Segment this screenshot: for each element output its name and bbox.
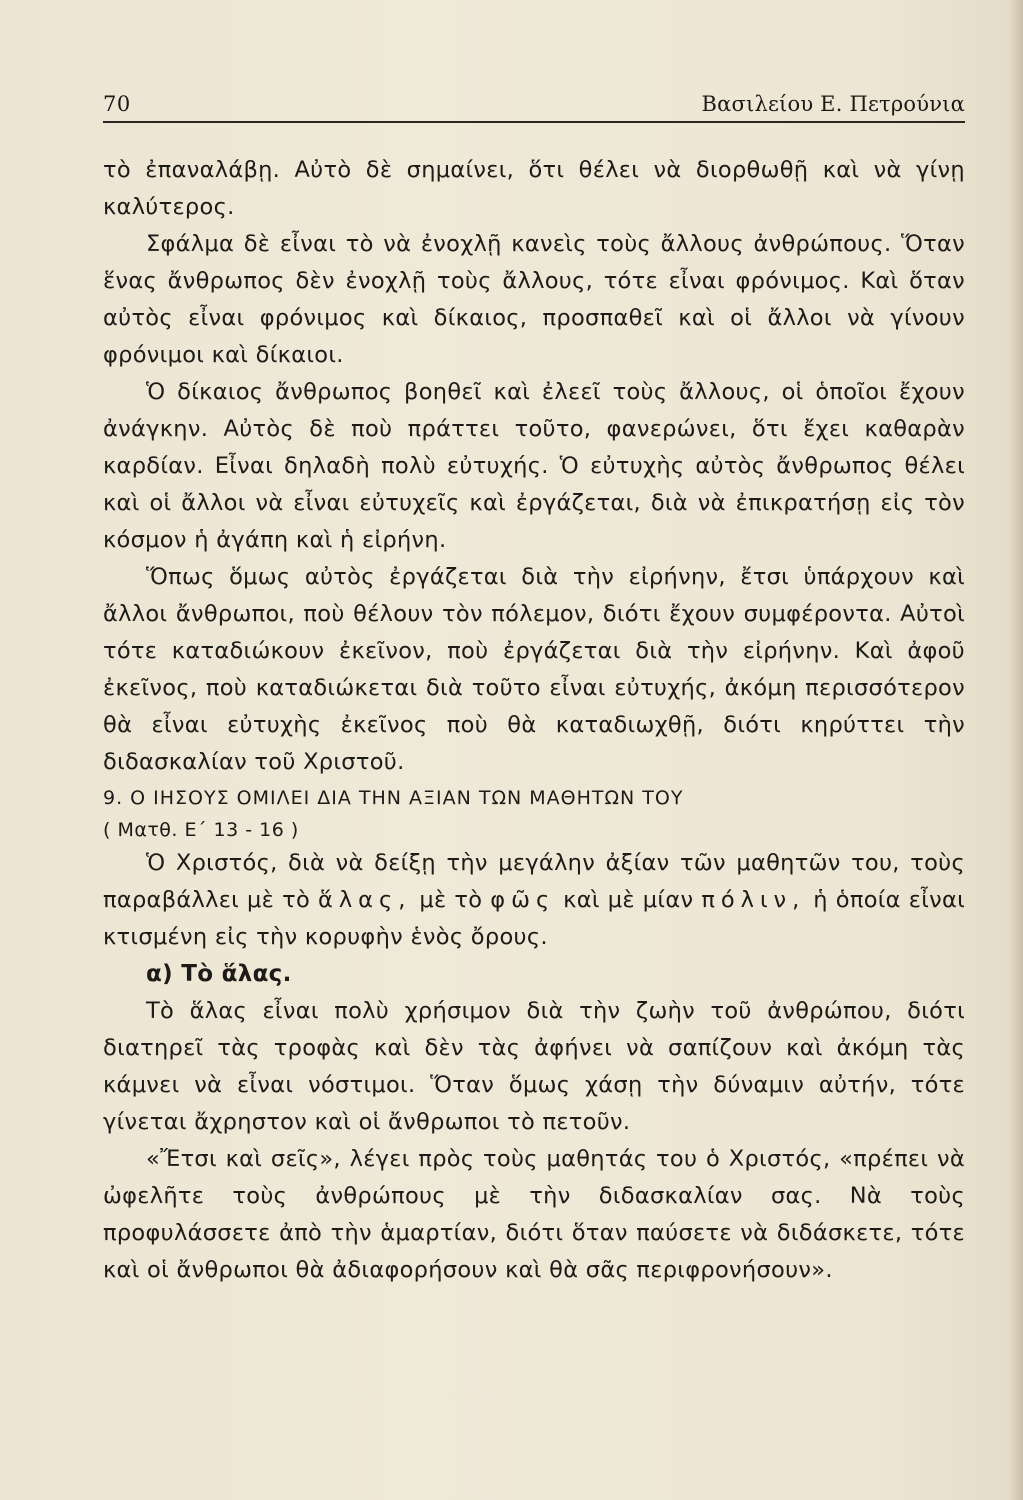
- page-edge-shadow: [1009, 0, 1023, 1500]
- body-text: [103, 152, 965, 1289]
- emphasis-salt: ἅλας,: [318, 887, 412, 913]
- paragraph-3: Ὁ δίκαιος ἄνθρωπος βοηθεῖ καὶ ἐλεεῖ τοὺς ἄλλους, οἱ ὁποῖοι ἔχουν ἀνάγκην. Αὐτὸς δὲ ποὺ πράττει τοῦτο, φανερώνει, ὅτι ἔχει καθαρὰν καρδίαν. Εἶναι δηλαδὴ πολὺ εὐτυχής. Ὁ εὐτυχὴς αὐτὸς ἄνθρωπος θέλει καὶ οἱ ἄλλοι νὰ εἶναι εὐτυχεῖς καὶ ἐργάζεται, διὰ νὰ ἐπικρατήσῃ εἰς τὸν κόσμον ἡ ἀγάπη καὶ ἡ εἰρήνη.: [103, 379, 965, 553]
- header-rule: [103, 121, 965, 123]
- paragraph-5-part-g: ἡ ὁποία εἶναι κτισμένη εἰς τὴν κορυφὴν ἑνὸς ὄρους.: [103, 887, 966, 950]
- paragraph-2: Σφάλμα δὲ εἶναι τὸ νὰ ἐνοχλῇ κανεὶς τοὺς ἄλλους ἀνθρώπους. Ὅταν ἕνας ἄνθρωπος δὲν ἐνοχλῇ τοὺς ἄλλους, τότε εἶναι φρόνιμος. Καὶ ὅταν αὐτὸς εἶναι φρόνιμος καὶ δίκαιος, προσπαθεῖ καὶ οἱ ἄλλοι νὰ γίνουν φρόνιμοι καὶ δίκαιοι.: [103, 231, 965, 368]
- paragraph-7: «Ἔτσι καὶ σεῖς», λέγει πρὸς τοὺς μαθητάς του ὁ Χριστός, «πρέπει νὰ ὠφελῆτε τοὺς ἀνθρώπους μὲ τὴν διδασκαλίαν σας. Νὰ τοὺς προφυλάσσετε ἀπὸ τὴν ἁμαρτίαν, διότι ὅταν παύσετε νὰ διδάσκετε, τότε καὶ οἱ ἄνθρωποι θὰ ἀδιαφορήσουν καὶ θὰ σᾶς περιφρονήσουν».: [103, 1146, 965, 1283]
- paragraph-6: Τὸ ἅλας εἶναι πολὺ χρήσιμον διὰ τὴν ζωὴν τοῦ ἀνθρώπου, διότι διατηρεῖ τὰς τροφὰς καὶ δὲν τὰς ἀφήνει νὰ σαπίζουν καὶ ἀκόμη τὰς κάμνει νὰ εἶναι νόστιμοι. Ὅταν ὅμως χάσῃ τὴν δύναμιν αὐτήν, τότε γίνεται ἄχρηστον καὶ οἱ ἄνθρωποι τὸ πετοῦν.: [103, 998, 965, 1135]
- paragraph-5-part-a: Ὁ Χριστός, διὰ νὰ δείξῃ τὴν μεγάλην ἀξίαν τῶν μαθητῶν του, τοὺς παραβάλλει μὲ τὸ: [103, 850, 965, 913]
- chapter-title: 9. Ο ΙΗΣΟΥΣ ΟΜΙΛΕΙ ΔΙΑ ΤΗΝ ΑΞΙΑΝ ΤΩΝ ΜΑΘΗΤΩΝ ΤΟΥ: [103, 787, 684, 809]
- page-header: [103, 88, 965, 118]
- section-subheading: α) Τὸ ἅλας.: [146, 961, 292, 987]
- paragraph-5: [103, 845, 965, 956]
- page-number: 70: [103, 92, 131, 116]
- paragraph-1: τὸ ἐπαναλάβῃ. Αὐτὸ δὲ σημαίνει, ὅτι θέλει νὰ διορθωθῇ καὶ νὰ γίνῃ καλύτερος.: [103, 157, 965, 220]
- paragraph-5-part-e: καὶ μὲ μίαν: [563, 887, 694, 913]
- running-head: Βασιλείου Ε. Πετρούνια: [701, 92, 965, 116]
- paragraph-4: Ὅπως ὅμως αὐτὸς ἐργάζεται διὰ τὴν εἰρήνην, ἔτσι ὑπάρχουν καὶ ἄλλοι ἄνθρωποι, ποὺ θέλουν τὸν πόλεμον, διότι ἔχουν συμφέροντα. Αὐτοὶ τότε καταδιώκουν ἐκεῖνον, ποὺ ἐργάζεται διὰ τὴν εἰρήνην. Καὶ ἀφοῦ ἐκεῖνος, ποὺ καταδιώκεται διὰ τοῦτο εἶναι εὐτυχής, ἀκόμη περισσότερον θὰ εἶναι εὐτυχὴς ἐκεῖνος ποὺ θὰ καταδιωχθῇ, διότι κηρύττει τὴν διδασκαλίαν τοῦ Χριστοῦ.: [103, 564, 965, 775]
- emphasis-light: φῶς: [490, 887, 556, 913]
- chapter-reference: ( Ματθ. Ε΄ 13 - 16 ): [103, 819, 299, 841]
- emphasis-city: πόλιν,: [701, 887, 806, 913]
- paragraph-5-part-c: μὲ τὸ: [419, 887, 483, 913]
